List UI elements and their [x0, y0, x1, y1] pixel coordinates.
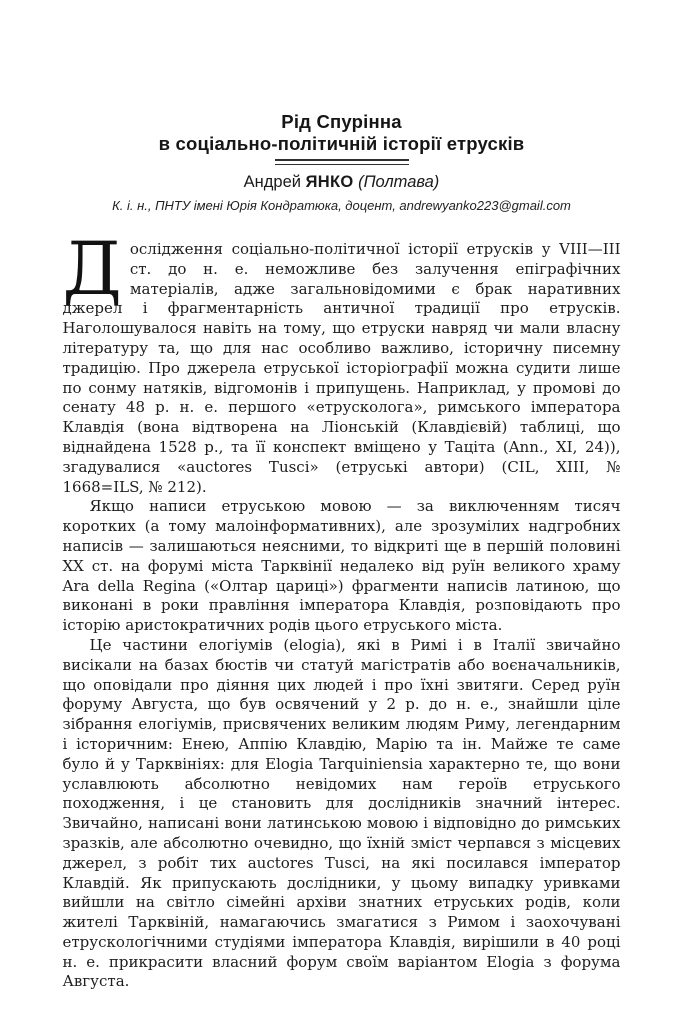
article-body: [62, 227, 621, 992]
article-header: [0, 0, 683, 214]
paragraph-1-text: ослідження соціально-політичної історії етрусків у VIII—III ст. до н. е. неможливе без залучення епіграфічних матеріалів, адже загальновідомими є брак наративних джерел і фрагментарність античної традиції про етрусків. Наголошувалося навіть на тому, що етруски навряд чи мали власну літературу та, що для нас особливо важливо, історичну писемну традицію. Про джерела етруської історіографії можна судити лише по сонму натяків, відгомонів і припущень. Наприклад, у промові до сенату 48 р. н. е. першого «етрусколога», римського імператора Клавдія (вона відтворена на Ліонській (Клавдієвій) таблиці, що віднайдена 1528 р., та її конспект вміщено у Таціта (Ann., XI, 24)), згадувалися «auctores Tusci» (етруські автори) (CIL, XIII, № 1668=ILS, № 212).: [62, 240, 621, 496]
title-divider-double-rule: [275, 159, 409, 165]
title-line-1: Рід Спурінна: [281, 111, 402, 132]
paragraph-2: Якщо написи етруською мовою — за виключенням тисяч коротких (а тому малоінформативних), але зрозумілих надгробних написів — залишаються неясними, то відкриті ще в першій половині XX ст. на форумі міста Тарквінії недалеко від руїн великого храму Ara della Regina («Олтар цариці») фрагменти написів латиною, що виконані в роки правління імператора Клавдія, розповідають про історію аристократичних родів цього етруського міста.: [62, 497, 621, 635]
author-first-name: Андрей: [243, 173, 301, 191]
dropcap-letter: Д: [62, 227, 122, 312]
paragraph-1: [62, 227, 621, 497]
author-location: (Полтава): [358, 173, 440, 191]
article-title: [0, 111, 683, 155]
author-line: [0, 173, 683, 192]
title-line-2: в соціально-політичній історії етрусків: [158, 133, 525, 154]
paragraph-3: Це частини елогіумів (elogia), які в Римі і в Італії звичайно висікали на базах бюстів чи статуй магістратів або воєначальників, що оповідали про діяння цих людей і про їхні звитяги. Серед руїн форуму Августа, що був освячений у 2 р. до н. е., знайшли ціле зібрання елогіумів, присвячених великим людям Риму, легендарним і історичним: Енею, Аппію Клавдію, Марію та ін. Майже те саме було й у Тарквініях: для Elogia Tarquiniensia характерно те, що вони уславлюють абсолютно невідомих нам героїв етруського походження, і це становить для дослідників значний інтерес. Звичайно, написані вони латинською мовою і відповідно до римських зразків, але абсолютно очевидно, що їхній зміст черпався з місцевих джерел, з робіт тих auctores Tusci, на які посилався імператор Клавдій. Як припускають дослідники, у цьому випадку уривками вийшли на світло сімейні архіви знатних етруських родів, коли жителі Тарквіній, намагаючись змагатися з Римом і заохочувані етрускологічними студіями імператора Клавдія, вирішили в 40 році н. е. прикрасити власний форум своїм варіантом Elogia з форума Августа.: [62, 635, 621, 991]
author-last-name: ЯНКО: [305, 173, 354, 191]
author-affiliation: К. і. н., ПНТУ імені Юрія Кондратюка, доцент, andrewyanko223@gmail.com: [112, 198, 571, 213]
